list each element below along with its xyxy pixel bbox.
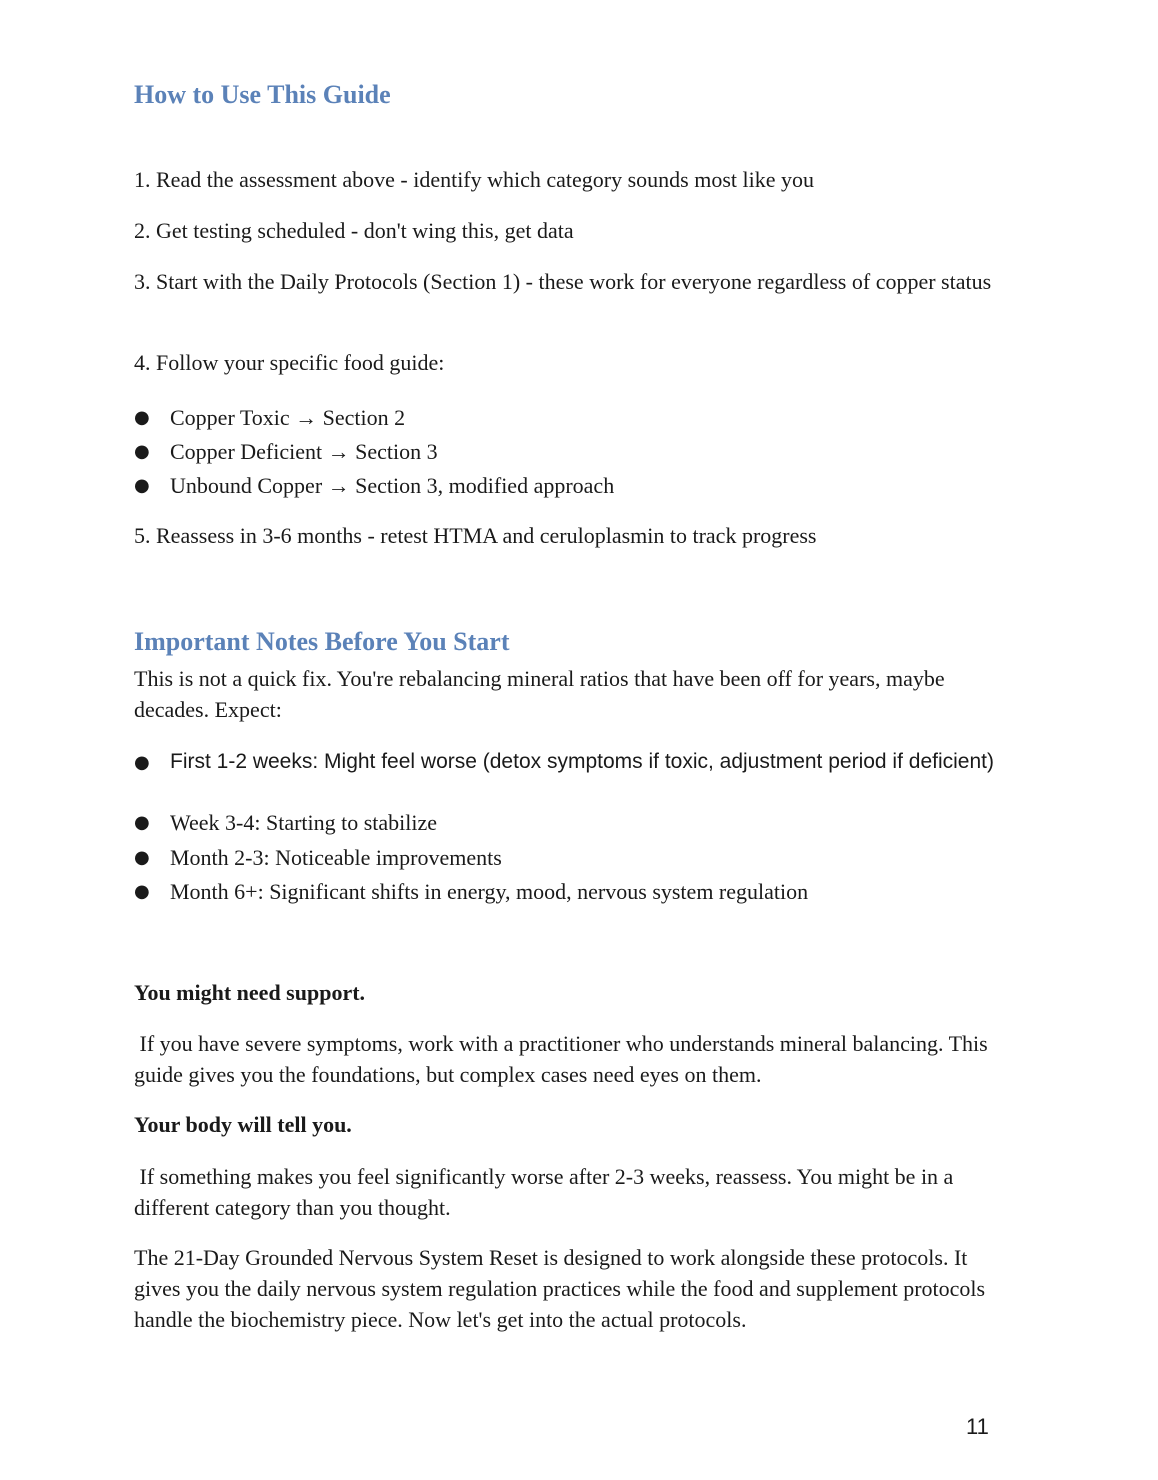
step-4: 4. Follow your specific food guide:: [134, 350, 445, 375]
intro-paragraph: This is not a quick fix. You're rebalancing mineral ratios that have been off for years, maybe decades. Expect:: [134, 666, 945, 722]
section-heading-important-notes: Important Notes Before You Start: [134, 627, 510, 656]
bullet-icon: ●: [134, 441, 150, 462]
bullet-icon: ●: [134, 881, 150, 902]
section-heading-how-to-use: How to Use This Guide: [134, 80, 391, 109]
bullet-icon: ●: [134, 812, 150, 833]
step-1: 1. Read the assessment above - identify which category sounds most like you: [134, 167, 815, 192]
support-paragraph: If you have severe symptoms, work with a practitioner who understands mineral balancing. This guide gives you the foundations, but complex cases need eyes on them.: [134, 1031, 994, 1087]
page-number: 11: [966, 1414, 989, 1439]
body-heading: Your body will tell you.: [134, 1112, 352, 1137]
bullet-icon: ●: [134, 475, 150, 496]
step-5: 5. Reassess in 3-6 months - retest HTMA and ceruloplasmin to track progress: [134, 523, 817, 548]
support-heading: You might need support.: [134, 980, 366, 1005]
bullet-icon: ●: [134, 752, 150, 773]
bullet-icon: ●: [134, 407, 150, 428]
closing-paragraph: The 21-Day Grounded Nervous System Reset is designed to work alongside these protocols. It gives you the daily nervous system regulation practices while the food and supplement protocols handle the biochemistry piece. Now let's get into the actual protocols.: [134, 1245, 986, 1332]
document-page: How to Use This Guide 1. Read the assessment above - identify which category sounds most like you 2. Get testing scheduled - don't wing this, get data 3. Start with the Daily Protocols (Section 1) - these work for everyone regardless of copper status 4. Follow your specific food guide: ● Copper Toxic → Section 2 ● Copper Deficient → Section 3 ● Unbound Copper → Section 3, modified approach 5. Reassess in 3-6 months - retest HTMA and ceruloplasmin to track progress Important Notes Before You Start This is not a quick fix. You're rebalancing mineral ratios that have been off for years, maybe decades. Expect: ● First 1-2 weeks: Might feel worse (detox symptoms if toxic, adjustment period if deficient) ● Week 3-4: Starting to stabilize ● Month 2-3: Noticeable improvements ● Month 6+: Significant shifts in energy, mood, nervous system regulation You might need support. If you have severe symptoms, work with a practitioner who understands mineral balancing. This guide gives you the foundations, but complex cases need eyes on them. Your body will tell you. If something makes you feel significantly worse after 2-3 weeks, reassess. You might be in a different category than you thought. The 21-Day Grounded Nervous System Reset is designed to work alongside these protocols. It gives you the daily nervous system regulation practices while the food and supplement protocols handle the biochemistry piece. Now let's get into the actual protocols. 11: [0, 0, 1158, 1480]
bullet-icon: ●: [134, 847, 150, 868]
step-2: 2. Get testing scheduled - don't wing this, get data: [134, 218, 574, 243]
step-3: 3. Start with the Daily Protocols (Section 1) - these work for everyone regardless of copper status: [134, 269, 992, 294]
body-paragraph: If something makes you feel significantly worse after 2-3 weeks, reassess. You might be in a different category than you thought.: [134, 1164, 959, 1220]
